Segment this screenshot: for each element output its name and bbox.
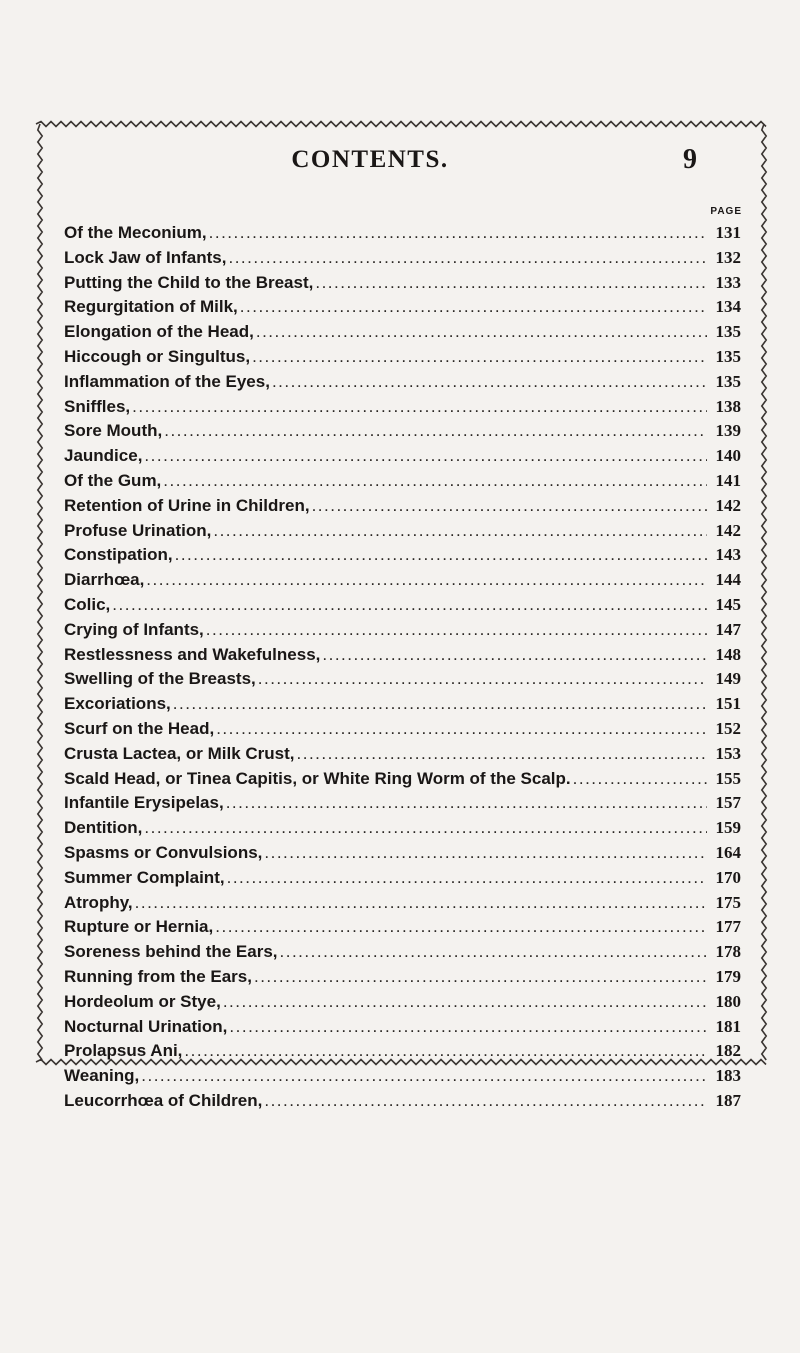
toc-leader-dots [132,395,707,419]
toc-entry [64,891,741,916]
toc-entry [64,866,741,891]
toc-entry [64,320,741,345]
toc-entry-title: Rupture or Hernia, [64,917,214,937]
border-left [38,124,42,1060]
toc-entry-title: Putting the Child to the Breast, [64,272,314,292]
toc-leader-dots [573,767,707,791]
toc-entry-title: Elongation of the Head, [64,322,254,342]
toc-leader-dots [144,444,707,468]
toc-entry [64,221,741,246]
toc-entry-title: Dentition, [64,818,143,838]
toc-entry [64,1015,741,1040]
border-right [762,124,766,1060]
toc-entry-title: Swelling of the Breasts, [64,669,256,689]
toc-entry-page: 164 [715,842,741,862]
toc-leader-dots [112,593,707,617]
toc-entry [64,1089,741,1114]
toc-entry-title: Lock Jaw of Infants, [64,247,227,267]
toc-entry-title: Scald Head, or Tinea Capitis, or White Ring Worm of the Scalp. [64,768,571,788]
toc-entry-page: 178 [715,942,741,962]
toc-entry [64,395,741,420]
toc-entry-page: 181 [715,1016,741,1036]
toc-entry-title: Excoriations, [64,694,171,714]
toc-entry-page: 135 [715,322,741,342]
toc-leader-dots [254,965,707,989]
toc-entry-page: 179 [715,966,741,986]
toc-entry-page: 133 [715,272,741,292]
toc-leader-dots [141,1064,707,1088]
toc-entry [64,370,741,395]
toc-leader-dots [228,246,707,270]
toc-leader-dots [229,1015,707,1039]
toc-entry-page: 148 [715,644,741,664]
toc-leader-dots [312,494,707,518]
toc-entry-page: 157 [715,793,741,813]
toc-entry [64,444,741,469]
toc-leader-dots [223,990,707,1014]
toc-leader-dots [164,419,707,443]
toc-leader-dots [206,618,707,642]
toc-entry-title: Nocturnal Urination, [64,1016,228,1036]
toc-leader-dots [215,915,707,939]
toc-entry-page: 131 [715,223,741,242]
toc-entry [64,271,741,296]
toc-entry-page: 182 [715,1041,741,1061]
toc-leader-dots [264,1089,707,1113]
toc-leader-dots [135,891,707,915]
toc-leader-dots [144,816,707,840]
toc-leader-dots [252,345,707,369]
toc-entry-page: 170 [715,867,741,887]
toc-entry-page: 187 [715,1090,741,1110]
page-title: CONTENTS. [291,146,449,173]
toc-entry-page: 153 [715,743,741,763]
toc-entry-page: 147 [715,619,741,639]
toc-leader-dots [213,519,707,543]
toc-entry-title: Infantile Erysipelas, [64,793,224,813]
toc-leader-dots [258,667,707,691]
toc-entry-page: 132 [715,247,741,267]
toc-entry-title: Diarrhœa, [64,570,145,590]
toc-entry [64,618,741,643]
toc-entry-title: Colic, [64,594,111,614]
toc-entry [64,816,741,841]
toc-entry-page: 138 [715,396,741,416]
toc-entry-page: 143 [715,545,741,565]
toc-entry-page: 135 [715,371,741,391]
toc-leader-dots [322,643,707,667]
toc-leader-dots [209,221,707,245]
toc-entry-title: Summer Complaint, [64,867,225,887]
toc-entry-title: Crusta Lactea, or Milk Crust, [64,743,295,763]
toc-entry [64,246,741,271]
toc-entry [64,1064,741,1089]
toc-entry-title: Hordeolum or Stye, [64,991,221,1011]
toc-leader-dots [163,469,707,493]
toc-entry-title: Inflammation of the Eyes, [64,371,270,391]
toc-entry [64,494,741,519]
toc-entry [64,742,741,767]
toc-entry-title: Weaning, [64,1066,140,1086]
toc-entry [64,791,741,816]
toc-entry-page: 151 [715,694,741,714]
toc-entry-title: Sniffles, [64,396,131,416]
toc-leader-dots [240,295,707,319]
toc-leader-dots [175,543,707,567]
toc-entry [64,519,741,544]
toc-entry-title: Retention of Urine in Children, [64,495,310,515]
toc-entry [64,915,741,940]
toc-entry [64,667,741,692]
table-of-contents [64,221,741,1114]
toc-entry [64,965,741,990]
toc-entry-title: Restlessness and Wakefulness, [64,644,321,664]
toc-entry-page: 142 [715,520,741,540]
toc-entry-title: Regurgitation of Milk, [64,297,238,317]
toc-leader-dots [256,320,707,344]
toc-leader-dots [272,370,707,394]
border-top [36,122,766,127]
toc-entry-page: 135 [715,346,741,366]
toc-entry-title: Spasms or Convulsions, [64,842,263,862]
toc-entry-page: 141 [715,470,741,490]
toc-entry-title: Jaundice, [64,446,143,466]
toc-entry [64,841,741,866]
toc-leader-dots [280,940,707,964]
toc-entry [64,568,741,593]
toc-leader-dots [226,791,707,815]
toc-entry [64,469,741,494]
toc-entry-page: 177 [715,917,741,937]
toc-entry-title: Of the Meconium, [64,223,207,242]
toc-leader-dots [315,271,707,295]
toc-leader-dots [216,717,707,741]
toc-entry-page: 140 [715,446,741,466]
toc-entry-page: 134 [715,297,741,317]
toc-leader-dots [264,841,707,865]
toc-entry-title: Scurf on the Head, [64,718,215,738]
toc-entry-title: Prolapsus Ani, [64,1041,183,1061]
toc-entry-title: Constipation, [64,545,173,565]
toc-entry [64,1039,741,1064]
page-column-label: PAGE [710,206,742,217]
toc-entry [64,419,741,444]
toc-entry-page: 139 [715,421,741,441]
toc-entry-page: 175 [715,892,741,912]
toc-entry-title: Profuse Urination, [64,520,212,540]
toc-entry-page: 159 [715,818,741,838]
toc-entry [64,692,741,717]
toc-leader-dots [173,692,707,716]
toc-leader-dots [184,1039,707,1063]
toc-leader-dots [297,742,707,766]
toc-entry [64,295,741,320]
toc-entry-page: 144 [715,570,741,590]
toc-entry-title: Hiccough or Singultus, [64,346,251,366]
page-number: 9 [683,144,697,175]
toc-entry [64,543,741,568]
toc-entry-title: Leucorrhœa of Children, [64,1090,263,1110]
toc-leader-dots [146,568,707,592]
toc-entry [64,990,741,1015]
toc-entry [64,593,741,618]
toc-entry-page: 145 [715,594,741,614]
toc-entry-title: Atrophy, [64,892,133,912]
toc-entry-page: 183 [715,1066,741,1086]
toc-entry-title: Of the Gum, [64,470,162,490]
toc-entry-title: Sore Mouth, [64,421,163,441]
toc-entry-title: Soreness behind the Ears, [64,942,278,962]
toc-entry-page: 155 [715,768,741,788]
toc-entry-page: 152 [715,718,741,738]
toc-entry-page: 142 [715,495,741,515]
toc-entry [64,643,741,668]
toc-entry-title: Running from the Ears, [64,966,252,986]
running-head [0,146,800,186]
toc-entry [64,767,741,792]
toc-entry [64,940,741,965]
toc-entry [64,717,741,742]
toc-leader-dots [227,866,707,890]
toc-entry-title: Crying of Infants, [64,619,204,639]
toc-entry-page: 149 [715,669,741,689]
toc-entry [64,345,741,370]
toc-entry-page: 180 [715,991,741,1011]
